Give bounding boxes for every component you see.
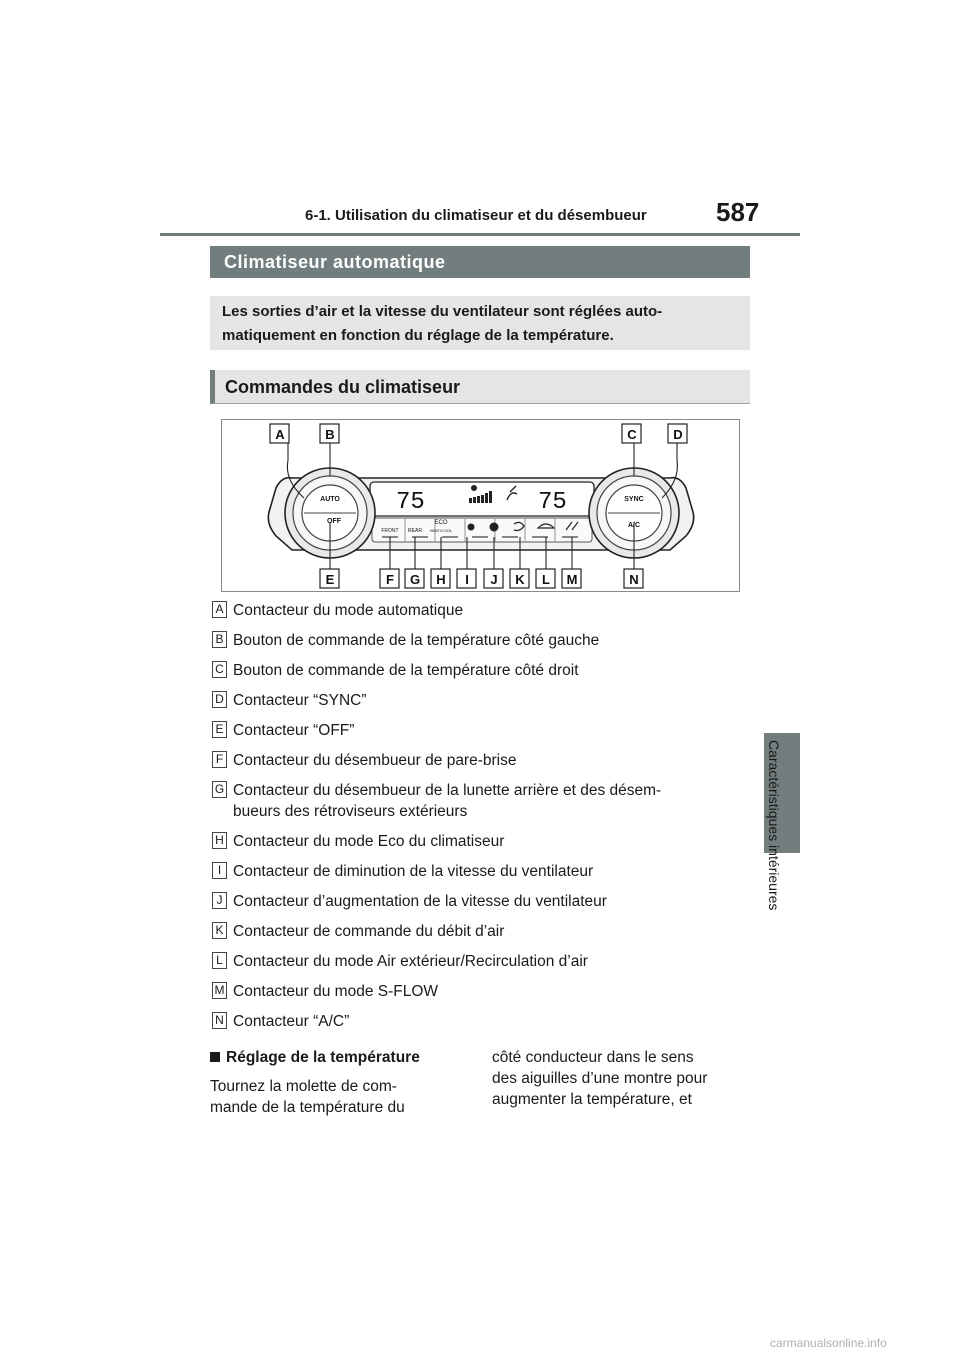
callout-K: K xyxy=(515,572,525,587)
btn-eco-label: ECO xyxy=(434,520,448,526)
list-item xyxy=(212,951,752,972)
temperature-text-line: Tournez la molette de com- xyxy=(210,1078,397,1095)
list-item xyxy=(212,660,752,681)
list-item xyxy=(212,891,752,912)
callout-C: C xyxy=(627,427,637,442)
btn-rear-label: REAR xyxy=(408,528,422,534)
callout-M: M xyxy=(566,572,578,587)
list-item xyxy=(212,750,752,771)
item-letter: M xyxy=(212,982,227,999)
item-letter: D xyxy=(212,691,227,708)
knob-auto-label: AUTO xyxy=(320,496,340,503)
callout-G: G xyxy=(409,572,421,587)
page-number: 587 xyxy=(716,197,760,227)
temperature-text-line: mande de la température du xyxy=(210,1099,405,1116)
display-temp-right: 75 xyxy=(538,489,567,516)
chapter-header-title: 6-1. Utilisation du climatiseur et du désembueur xyxy=(305,207,647,224)
section-intro xyxy=(210,296,750,350)
item-text: Contacteur du mode S-FLOW xyxy=(233,983,439,1000)
item-letter: F xyxy=(212,751,227,768)
square-bullet-icon xyxy=(210,1052,220,1062)
item-text: Contacteur du mode automatique xyxy=(233,602,464,619)
item-text: Contacteur du mode Eco du climatiseur xyxy=(233,833,505,850)
callout-D: D xyxy=(673,427,683,442)
item-letter: H xyxy=(212,832,227,849)
item-letter: A xyxy=(212,601,227,618)
item-text: Contacteur du désembueur de la lunette arrière et des désem- xyxy=(233,782,662,799)
temperature-heading-text: Réglage de la température xyxy=(226,1049,420,1066)
item-text: Bouton de commande de la température côté droit xyxy=(233,662,579,679)
item-text: Contacteur “OFF” xyxy=(233,722,355,739)
item-text: Contacteur de commande du débit d’air xyxy=(233,923,505,940)
temperature-text-line: augmenter la température, et xyxy=(492,1091,692,1108)
header-divider xyxy=(160,233,800,236)
callout-B: B xyxy=(325,427,335,442)
item-letter: C xyxy=(212,661,227,678)
callout-A: A xyxy=(275,427,285,442)
list-item xyxy=(212,1011,752,1032)
temperature-text-line: des aiguilles d’une montre pour xyxy=(492,1070,708,1087)
item-text: Contacteur du désembueur de pare-brise xyxy=(233,752,517,769)
item-letter: N xyxy=(212,1012,227,1029)
chapter-tab-number: 6 xyxy=(778,698,786,714)
item-text: Contacteur “SYNC” xyxy=(233,692,367,709)
list-item xyxy=(212,630,752,651)
item-letter: L xyxy=(212,952,227,969)
chapter-side-label: Caractéristiques intérieures xyxy=(766,740,782,911)
callout-F: F xyxy=(386,572,394,587)
item-text: Contacteur de diminution de la vitesse du ventilateur xyxy=(233,863,594,880)
temperature-section-left xyxy=(210,1047,470,1118)
item-text: Contacteur du mode Air extérieur/Recirculation d’air xyxy=(233,953,588,970)
item-text-continued: bueurs des rétroviseurs extérieurs xyxy=(233,803,468,820)
display-fan-icon xyxy=(471,485,477,491)
item-letter: B xyxy=(212,631,227,648)
intro-line-2: matiquement en fonction du réglage de la température. xyxy=(222,327,614,344)
item-letter: K xyxy=(212,922,227,939)
callout-L: L xyxy=(542,572,550,587)
list-item xyxy=(212,720,752,741)
callout-J: J xyxy=(490,572,498,587)
btn-eco-sub-label: HEAT/COOL xyxy=(429,528,453,533)
watermark-text: carmanualsonline.info xyxy=(770,1336,887,1350)
climate-control-figure xyxy=(221,419,740,592)
item-letter: E xyxy=(212,721,227,738)
callout-H: H xyxy=(436,572,446,587)
callout-N: N xyxy=(629,572,639,587)
item-letter: G xyxy=(212,781,227,798)
item-text: Contacteur “A/C” xyxy=(233,1013,350,1030)
knob-ac-label: A/C xyxy=(627,522,641,529)
list-item xyxy=(212,831,752,852)
subsection-title: Commandes du climatiseur xyxy=(210,370,750,404)
controls-list xyxy=(212,600,752,1041)
knob-sync-label: SYNC xyxy=(624,496,644,503)
section-title: Climatiseur automatique xyxy=(210,246,750,278)
item-text: Bouton de commande de la température côté gauche xyxy=(233,632,600,649)
list-item xyxy=(212,921,752,942)
btn-front-label: FRONT xyxy=(381,528,399,534)
temperature-section-right xyxy=(492,1047,762,1110)
list-item xyxy=(212,780,752,822)
callout-I: I xyxy=(465,572,469,587)
item-text: Contacteur d’augmentation de la vitesse du ventilateur xyxy=(233,893,607,910)
intro-line-1: Les sorties d’air et la vitesse du ventilateur sont réglées auto- xyxy=(222,303,663,320)
callout-E: E xyxy=(325,572,335,587)
temperature-text-line: côté conducteur dans le sens xyxy=(492,1049,694,1066)
display-temp-left: 75 xyxy=(396,489,425,516)
list-item xyxy=(212,690,752,711)
list-item xyxy=(212,861,752,882)
knob-off-label: OFF xyxy=(327,518,341,525)
list-item xyxy=(212,981,752,1002)
item-letter: J xyxy=(212,892,227,909)
item-letter: I xyxy=(212,862,227,879)
temperature-heading xyxy=(210,1047,470,1068)
list-item xyxy=(212,600,752,621)
